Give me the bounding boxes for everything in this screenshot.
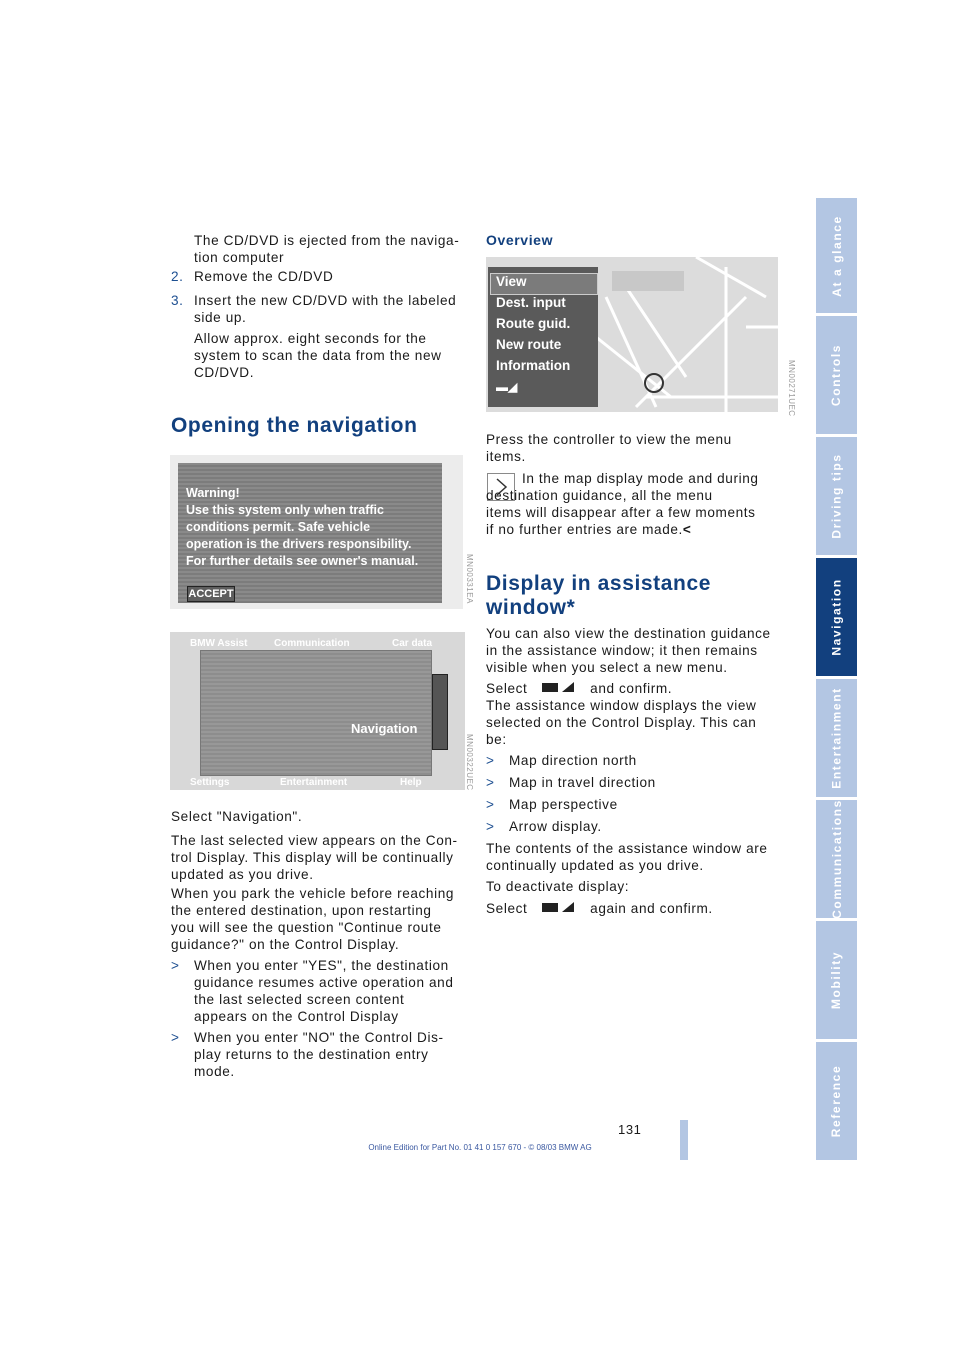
menu-disappear-note [486,470,786,538]
tab-controls[interactable]: Controls [816,316,857,434]
note-text: In the map display mode and during destination guidance, all the menu items will disappear after a few moments if no further entries are made. [486,471,759,537]
assistance-window-icon[interactable]: ▬◢ [496,380,518,394]
step-2 [171,268,471,285]
warning-screen-image [170,455,463,609]
tab-communications[interactable]: Communications [816,800,857,918]
tab-navigation[interactable]: Navigation [816,558,857,676]
menu-bmw-assist[interactable]: BMW Assist [190,638,248,649]
step-text: Insert the new CD/DVD with the labeled side up. [194,293,457,325]
ejected-text: The CD/DVD is ejected from the naviga- tion computer [194,233,460,265]
select-navigation-text: Select "Navigation". [171,809,303,824]
list-item-text: Map direction north [509,753,637,768]
bullet-marker: > [486,819,495,834]
heading-display-assistance-window: Display in assistance window* [486,572,712,619]
accept-button[interactable]: ACCEPT [188,588,234,600]
list-item-text: Arrow display. [509,819,602,834]
page-marker-bar [680,1120,688,1160]
tab-driving-tips[interactable]: Driving tips [816,437,857,555]
tab-entertainment[interactable]: Entertainment [816,679,857,797]
note-end-marker: < [682,522,692,537]
tab-reference[interactable]: Reference [816,1042,857,1160]
nav-menu-view[interactable]: View [496,274,527,289]
bullet-marker: > [486,753,495,768]
bullet-marker: > [486,775,495,790]
bullet-text: When you enter "YES", the destination guidance resumes active operation and the last selected screen content appears on the Control Display [194,958,454,1024]
bullet-no [171,1029,471,1080]
confirm-text: again and confirm. [590,901,713,916]
assistance-window-icon [542,900,576,918]
bullet-marker: > [171,1030,180,1045]
list-item [486,796,786,813]
bullet-marker: > [171,958,180,973]
assistance-window-displays-text: The assistance window displays the view selected on the Control Display. This can be: [486,698,757,747]
nav-menu-route-guid[interactable]: Route guid. [496,316,571,331]
select-word: Select [486,901,528,916]
menu-center-area [200,650,432,776]
heading-opening-navigation: Opening the navigation [171,414,418,437]
step-number: 2. [171,269,184,284]
select-again-line [486,900,786,918]
park-vehicle-text: When you park the vehicle before reaching the entered destination, upon restarting you will see the question "Continue route guidance?" on the Control Display. [171,886,455,952]
navigation-map-screen-image [486,257,778,412]
press-controller-text: Press the controller to view the menu items. [486,432,732,464]
nav-menu-new-route[interactable]: New route [496,337,562,352]
tab-at-a-glance[interactable]: At a glance [816,198,857,313]
list-item-text: Map perspective [509,797,618,812]
select-assistance-line [486,680,786,698]
list-item [486,774,786,791]
menu-car-data[interactable]: Car data [392,638,433,649]
last-view-text: The last selected view appears on the Con- trol Display. This display will be continually updated as you drive. [171,833,458,882]
warning-text: Warning! Use this system only when traffic conditions permit. Safe vehicle operation is the drivers responsibility. For further details see owner's manual. [186,486,419,568]
menu-climate[interactable]: Climate [184,693,195,730]
list-item [486,818,786,835]
menu-help[interactable]: Help [400,777,422,788]
nav-menu-information[interactable]: Information [496,358,571,373]
deactivate-text: To deactivate display: [486,879,630,894]
tab-mobility[interactable]: Mobility [816,921,857,1039]
select-word: Select [486,681,528,696]
menu-communication[interactable]: Communication [274,638,350,649]
assistance-intro-text: You can also view the destination guidance in the assistance window; it then remains visible when you select a new menu. [486,626,771,675]
warning-panel [178,463,442,603]
step-3-note: Allow approx. eight seconds for the system to scan the data from the new CD/DVD. [194,331,442,380]
nav-menu-dest-input[interactable]: Dest. input [496,295,566,310]
contents-updated-text: The contents of the assistance window are continually updated as you drive. [486,841,768,873]
image-code: MN00271UEC [787,360,796,417]
step-text: Remove the CD/DVD [194,269,334,284]
step-3 [171,292,471,326]
menu-frame [170,632,465,790]
image-code: MN00331EA [465,554,474,604]
heading-overview: Overview [486,232,554,248]
menu-settings[interactable]: Settings [190,777,230,788]
menu-navigation[interactable]: Navigation [351,721,418,736]
assistance-window-icon [542,680,576,698]
bullet-text: When you enter "NO" the Control Dis- play returns to the destination entry mode. [194,1030,444,1079]
menu-entertainment[interactable]: Entertainment [280,777,348,788]
scroll-indicator [432,674,448,750]
step-number: 3. [171,293,184,308]
bullet-marker: > [486,797,495,812]
nav-menu-panel [488,267,598,407]
image-code: MN00322UEC [465,734,474,791]
bullet-yes [171,957,471,1025]
confirm-text: and confirm. [590,681,673,696]
page-number: 131 [618,1122,642,1137]
list-item [486,752,786,769]
main-menu-screen-image [170,632,465,790]
map-icon-bar [612,271,684,291]
list-item-text: Map in travel direction [509,775,656,790]
footer-edition: Online Edition for Part No. 01 41 0 157 670 - © 08/03 BMW AG [368,1143,592,1152]
